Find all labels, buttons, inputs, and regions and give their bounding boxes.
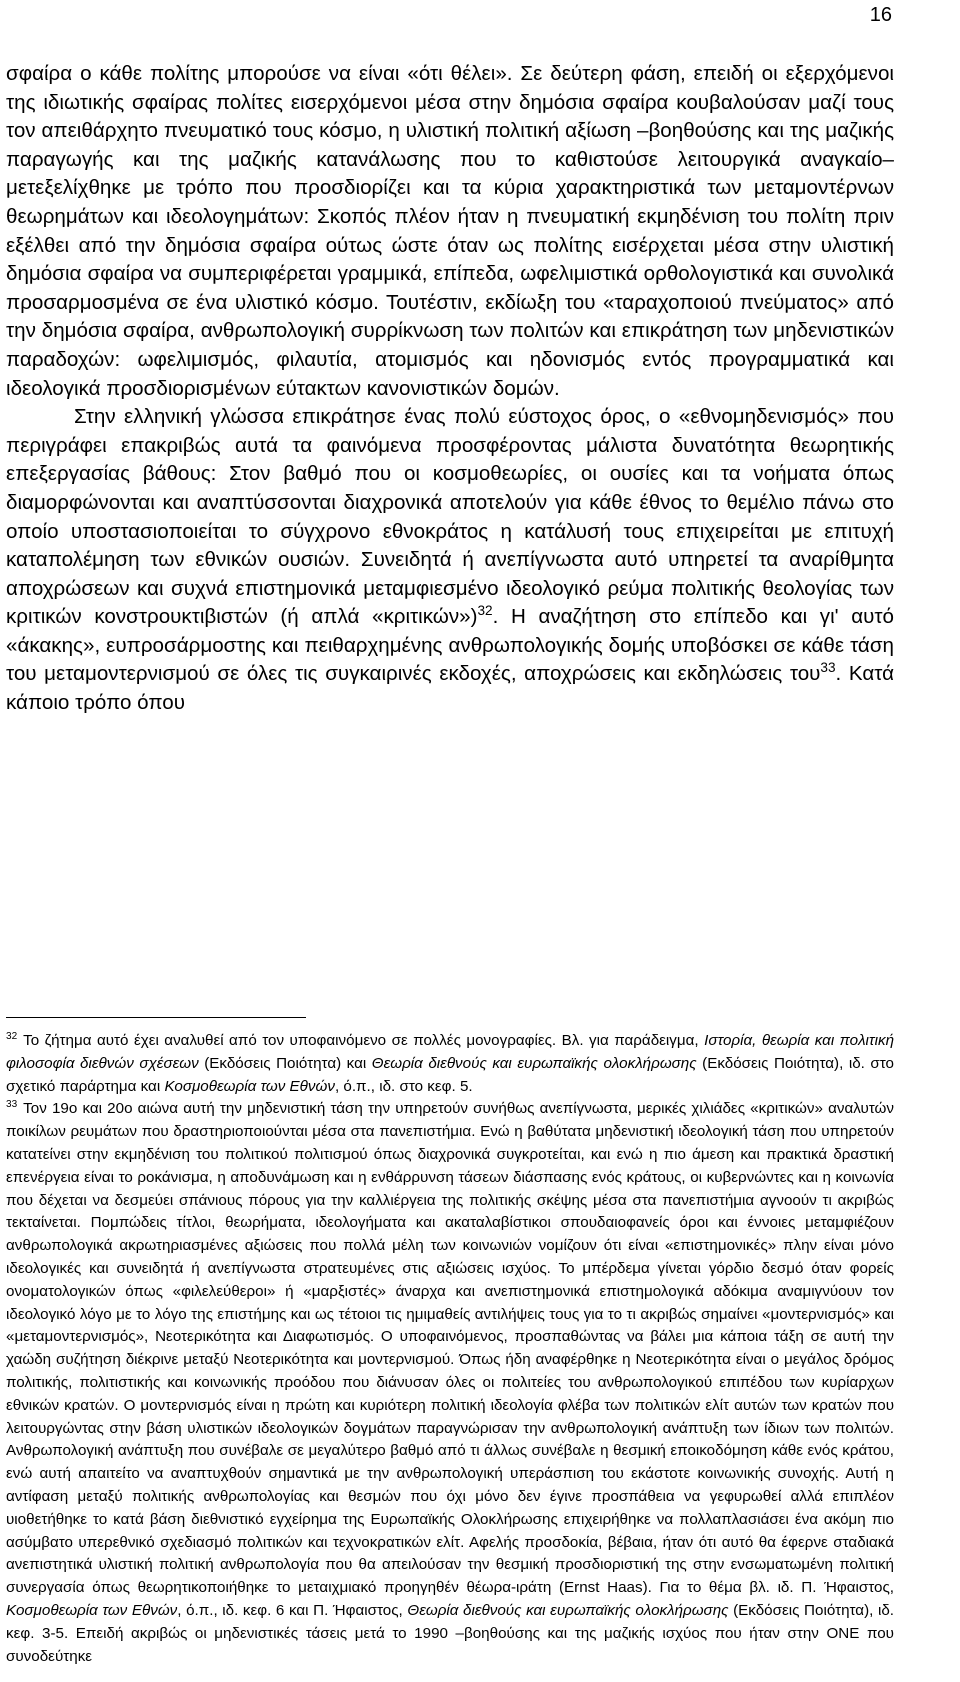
- footnote-32-title-b: Θεωρία διεθνούς και ευρωπαϊκής ολοκλήρωσης: [371, 1054, 697, 1072]
- footnote-33: [6, 1098, 894, 1668]
- footnote-ref-33[interactable]: 33: [820, 660, 836, 676]
- footnote-number-33: 33: [6, 1099, 18, 1111]
- footnote-ref-32[interactable]: 32: [477, 603, 493, 619]
- footnote-separator: [6, 1017, 306, 1018]
- paragraph-2-text-b: . Η αναζήτηση στο επίπεδο και γι' αυτό «άκακης», ευπροσάρμοστης και πειθαρχημένης ανθρωπολογικής δομής υποβόσκει σε κάθε τάση του μεταμοντερνισμού σε όλες τις συγκαιρινές εκδοχές, αποχρώσεις και εκδηλώσεις του: [6, 605, 894, 686]
- paragraph-2-text-c: . Κατά κάποιο τρόπο όπου: [6, 662, 894, 715]
- footnote-33-text-c: (Εκδόσεις Ποιότητα), ιδ. κεφ. 3-5. Επειδή ακριβώς οι μηδενιστικές τάσεις μετά το 1990 –βοηθούσης και της μαζικής ισχύος που ήταν στην ΟΝΕ που συνοδεύτηκε: [6, 1601, 895, 1665]
- footnote-32-text-d: , ό.π., ιδ. στο κεφ. 5.: [334, 1077, 473, 1095]
- footnote-32-text-b: (Εκδόσεις Ποιότητα) και: [198, 1054, 372, 1072]
- footnote-32-title-c: Κοσμοθεωρία των Εθνών: [164, 1077, 335, 1095]
- footnote-32-text-c: (Εκδόσεις Ποιότητα), ιδ. στο σχετικό παράρτημα και: [6, 1054, 894, 1095]
- footnote-32: [6, 1030, 894, 1098]
- main-text: [6, 60, 894, 718]
- footnote-32-title-a: Ιστορία, θεωρία και πολιτική φιλοσοφία διεθνών σχέσεων: [6, 1032, 894, 1072]
- footnote-33-title-b: Θεωρία διεθνούς και ευρωπαϊκής ολοκλήρωσης: [407, 1601, 729, 1619]
- paragraph-2: [6, 403, 894, 718]
- footnote-number-32: 32: [6, 1030, 18, 1042]
- paragraph-2-text-a: Στην ελληνική γλώσσα επικράτησε ένας πολύ εύστοχος όρος, ο «εθνομηδενισμός» που περιγράφει επακριβώς αυτά τα φαινόμενα προσφέροντας μάλιστα δυνατότητα θεωρητικής επεξεργασίας βάθους: Στον βαθμό που οι κοσμοθεωρίες, οι ουσίες και τα νοήματα όπως διαμορφώνονται και αναπτύσσονται διαχρονικά αποτελούν για κάθε έθνος το θεμέλιο πάνω στο οποίο υποστασιοποιείται το σύγχρονο εθνοκράτος η κατάλυσή τους επιχειρείται με επιτυχή καταπολέμηση των εθνικών ουσιών. Συνειδητά ή ανεπίγνωστα αυτό υπηρετεί τα αναρίθμητα αποχρώσεων και συχνά επιστημονικά μεταμφιεσμένο ιδεολογικό ρεύμα πολιτικής θεολογίας των κριτικών κονστρουκτιβιστών (ή απλά «κριτικών»): [6, 405, 894, 629]
- footnotes: [6, 1030, 894, 1668]
- paragraph-1-text: σφαίρα ο κάθε πολίτης μπορούσε να είναι «ότι θέλει». Σε δεύτερη φάση, επειδή οι εξερχόμενοι της ιδιωτικής σφαίρας πολίτες εισερχόμενοι μέσα στην δημόσια σφαίρα κουβαλούσαν μαζί τους τον απειθάρχητο πνευματικό τους κόσμο, η υλιστική πολιτική αξίωση –βοηθούσης και της μαζικής παραγωγής και της μαζικής κατανάλωσης που το καθιστούσε λειτουργικά αναγκαίο– μετεξελίχθηκε με τρόπο που προσδιορίζει και τα κύρια χαρακτηριστικά των μεταμοντέρνων θεωρημάτων και ιδεολογημάτων: Σκοπός πλέον ήταν η πνευματική εκμηδένιση του πολίτη πριν εξέλθει από την δημόσια σφαίρα ούτως ώστε όταν ως πολίτης εισέρχεται μέσα στην υλιστική δημόσια σφαίρα να συμπεριφέρεται γραμμικά, επίπεδα, ωφελιμιστικά ορθολογιστικά και συνολικά προσαρμοσμένα σε ένα υλιστικό κόσμο. Τουτέστιν, εκδίωξη του «ταραχοποιού πνεύματος» από την δημόσια σφαίρα, ανθρωπολογική συρρίκνωση των πολιτών και επικράτηση των μηδενιστικών παραδοχών: ωφελιμισμός, φιλαυτία, ατομισμός και ηδονισμός εντός προγραμματικά και ιδεολογικά προσδιορισμένων εύτακτων κανονιστικών δομών.: [6, 62, 894, 400]
- paragraph-1: [6, 60, 894, 403]
- page-number: 16: [869, 4, 892, 26]
- footnote-33-text-a: Τον 19ο και 20ο αιώνα αυτή την μηδενιστική τάση την υπηρετούν συνήθως ανεπίγνωστα, μερικές χιλιάδες «κριτικών» αναλυτών ποικίλων ρευμάτων που δραστηριοποιούνται μέσα στα πανεπιστήμια. Ενώ η βαθύτατα μηδενιστική ιδεολογική τάση που υπηρετούν κατατείνει στην εκμηδένιση του πολιτικού πολιτισμού όπως διαχρονικά συγκροτείται, και ενώ η πιο άμεση και πρακτικά δραστική επενέργεια είναι το ροκάνισμα, η αποδυνάμωση και η ενθάρρυνση τάσεων διάσπασης ενός κράτους, οι κυβερνώντες και η κοινωνία που δέχεται να δεσμεύει σπάνιους πόρους για την καλλιέργεια της πολιτικής σκέψης μέσα στα πανεπιστήμια αγνοούν τι ακριβώς τεκταίνεται. Πομπώδεις τίτλοι, θεωρήματα, ιδεολογήματα και ακαταλαβίστικοι σπουδαιοφανείς όροι και έννοιες μεταμφιέζουν ανθρωπολογικά ακρωτηριασμένες αξιώσεις που πολλά μέλη των κοινωνιών νομίζουν ότι είναι «επιστημονικές» πλην είναι μόνο ιδεολογικές και συνειδητά ή ανεπίγνωστα στρατευμένες στις αξιώσεις ισχύος. Το μπέρδεμα γίνεται γόρδιο δεσμό όταν φορείς ονοματολογικών όπως «φιλελεύθεροι» ή «μαρξιστές» άναρχα και ανεπιστημονικά επιστημολογικά αδόκιμα αναμιγνύουν τον ιδεολογικό λόγο με το λόγο της επιστήμης και ως τέτοιοι τις ημιμαθείς αντιλήψεις τους για το τι ακριβώς σημαίνει «μοντερνισμός» και «μεταμοντερνισμός», Νεοτερικότητα και Διαφωτισμός. Ο υποφαινόμενος, προσπαθώντας να βάλει μια κάποια τάξη σε αυτή την χαώδη συζήτηση διέκρινε μεταξύ Νεοτερικότητα και μοντερνισμού. Όπως ήδη αναφέρθηκε η Νεοτερικότητα είναι ο μεγάλος δρόμος πολιτικής, πολιτιστικής και κοινωνικής προόδου που διάνυσαν όλες οι πολιτείες του ανθρωπολογικού επιπέδου των κυρίαρχων εθνικών κρατών. Ο μοντερνισμός είναι η πρώτη και κυριότερη πολιτική ιδεολογία φλέβα των πολιτικών ελίτ αυτών των κρατών που λειτουργώντας στην βάση υλιστικών ιδεολογικών δογμάτων παραγνώρισαν την ανθρωπολογική ανάπτυξη των ίδιων των πολιτών. Ανθρωπολογική ανάπτυξη που συνέβαλε σε μεγαλύτερο βαθμό από τι άλλως συνέβαλε η θεσμική εποικοδόμηση κάθε ενός κράτου, ενώ αυτή απαιτείτο να αναπτυχθούν σημαντικά με την ανθρωπολογική υπεράσπιση του εκάστοτε κοινωνικής συνοχής. Αυτή η αντίφαση μεταξύ πολιτικής ανθρωπολογίας και θεσμών που όχι μόνο δεν έγινε προσπάθεια να γεφυρωθεί αλλά επιπλέον υιοθετήθηκε το κατά βάση διεθνιστικό εγχείρημα της Ευρωπαϊκής Ολοκλήρωσης επιχειρήθηκε να πολλαπλασιάσει ένα ακόμη πιο ασύμβατο υπερεθνικό σχεδιασμό πολιτικών και τεχνοκρατικών ελίτ. Αφελής προσδοκία, βέβαια, ήταν ότι αυτό θα έφερνε σταδιακά ανεπιστητικά υλιστική πολιτική ανθρωπολογία που θα απειλούσαν την θεσμική προσδιοριστική της στην ενσωματωμένη πολιτική συνεργασία όπως θεωρητικοποιήθηκε το μεταιχμιακό προηγηθέν θέωρα-ιράτη (Ernst Haas). Για το θέμα βλ. ιδ. Π. Ήφαιστος,: [6, 1100, 894, 1597]
- footnote-33-text-b: , ό.π., ιδ. κεφ. 6 και Π. Ήφαιστος,: [177, 1601, 408, 1619]
- footnote-33-title-a: Κοσμοθεωρία των Εθνών: [6, 1601, 178, 1619]
- footnote-32-text-a: Το ζήτημα αυτό έχει αναλυθεί από τον υποφαινόμενο σε πολλές μονογραφίες. Βλ. για παράδειγμα,: [23, 1032, 705, 1049]
